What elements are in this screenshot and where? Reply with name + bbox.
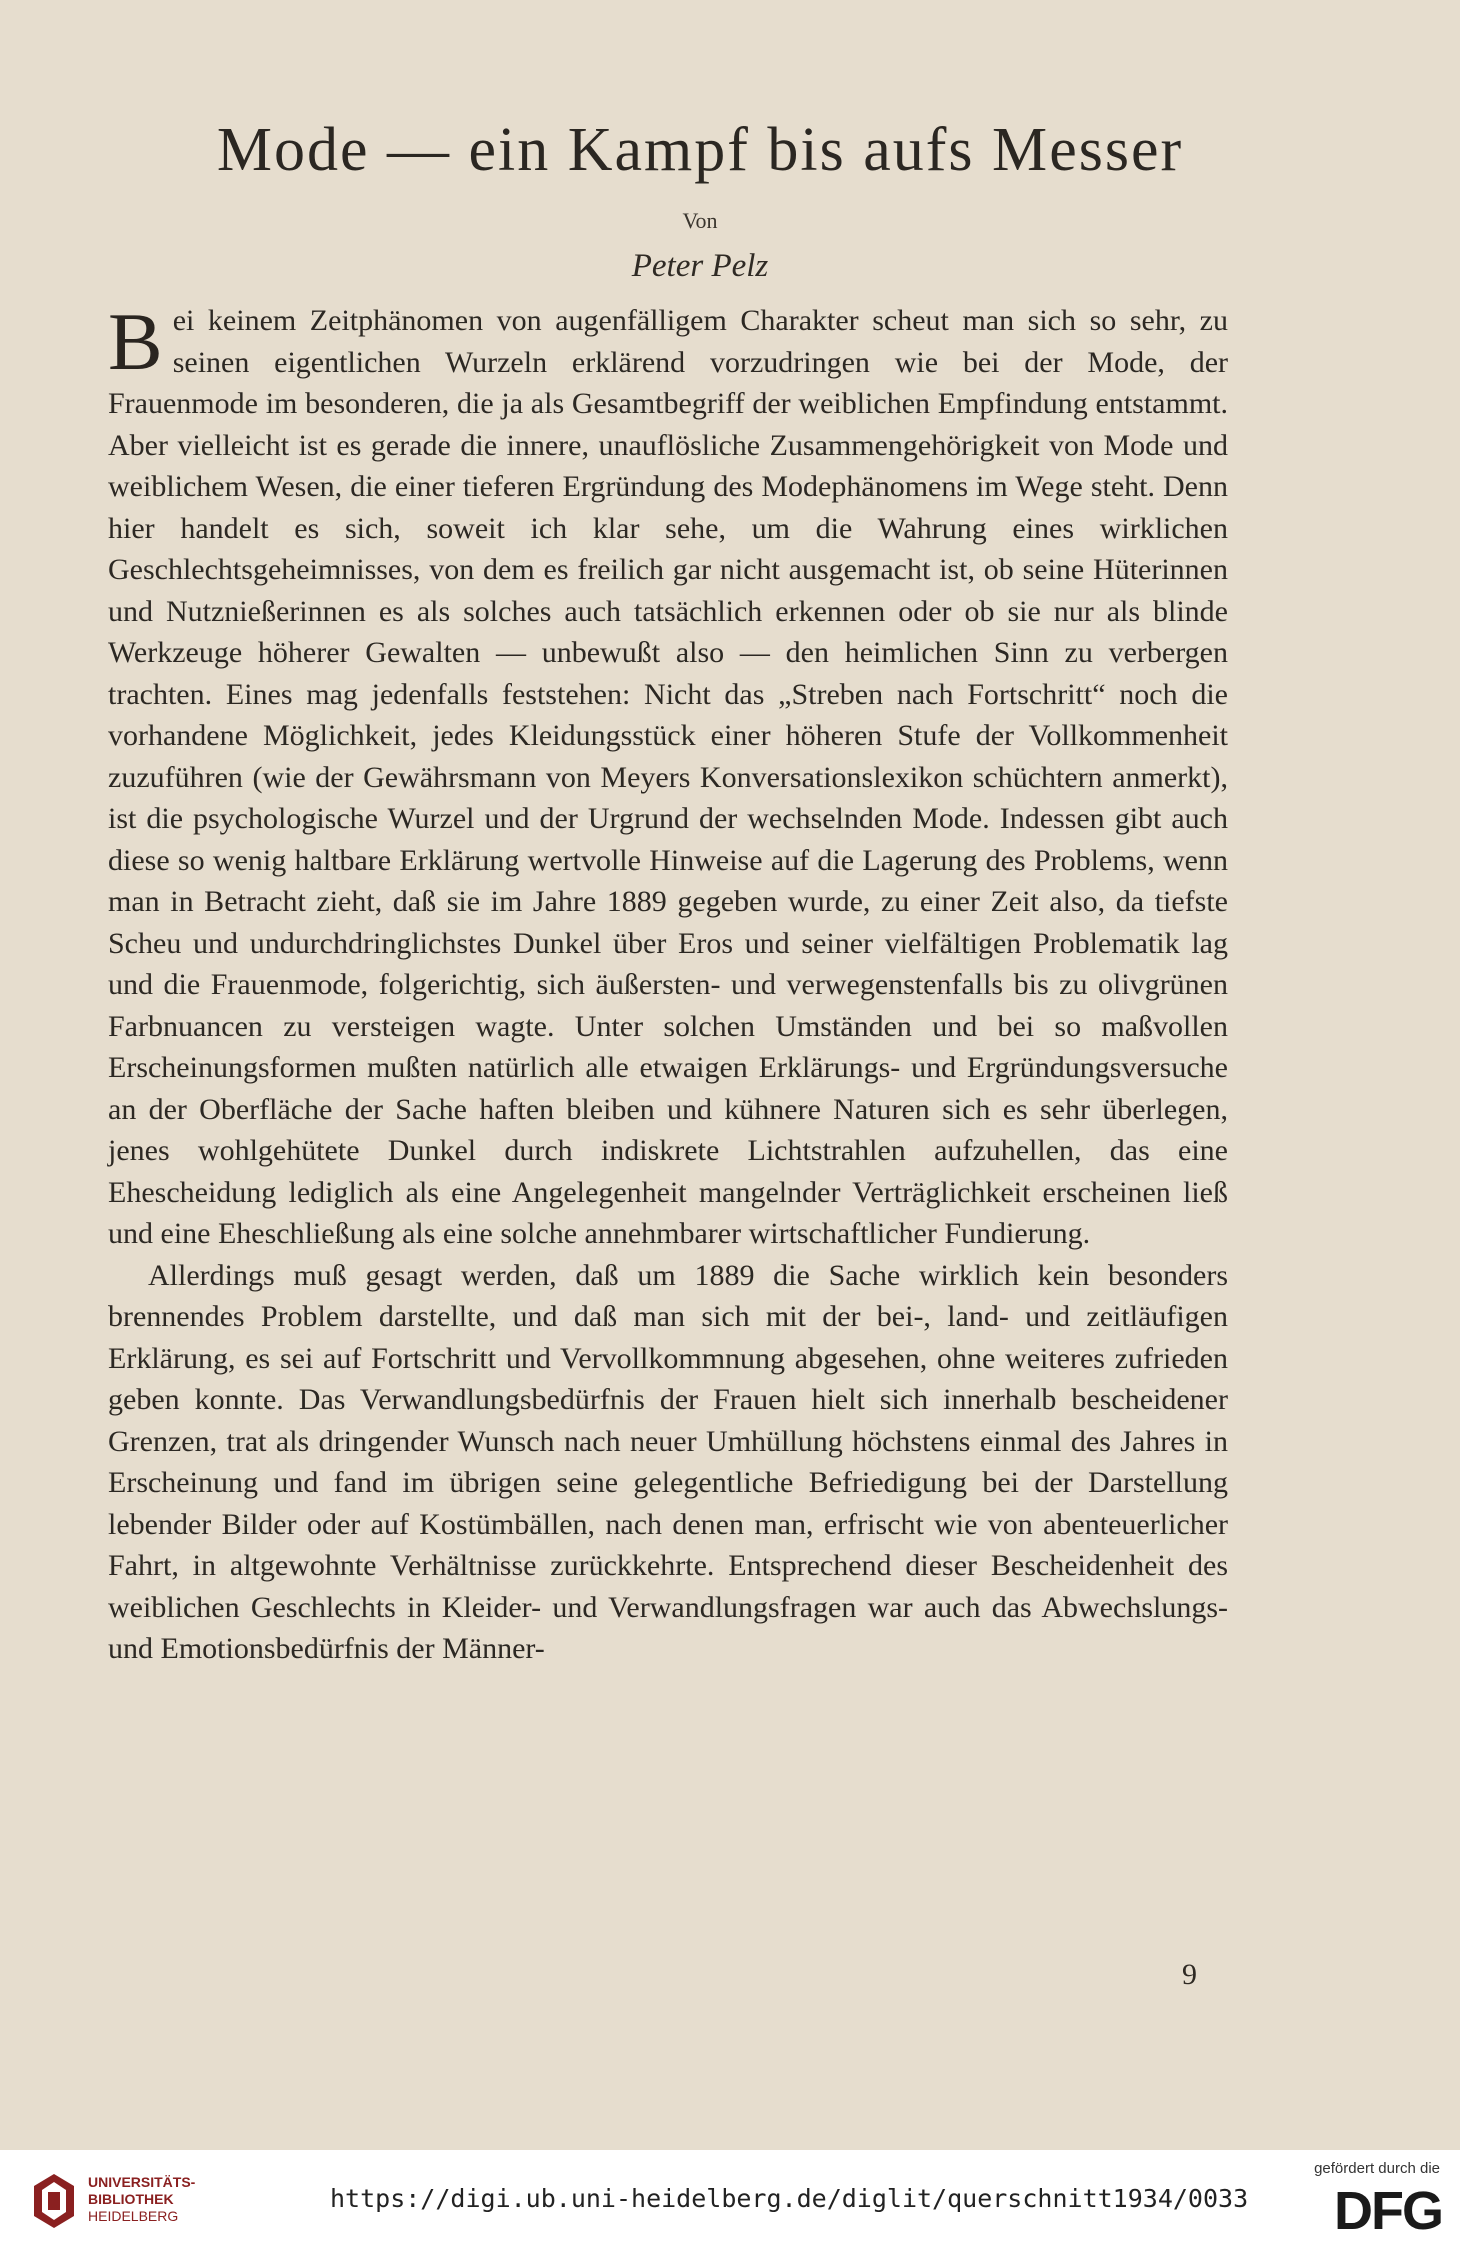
article-body [108, 296, 1228, 1670]
funding-caption: gefördert durch die [1314, 2160, 1440, 2177]
library-name[interactable] [88, 2174, 195, 2225]
viewer-footer [0, 2150, 1460, 2252]
author-name: Peter Pelz [631, 248, 769, 284]
library-name-line1: UNIVERSITÄTS- [88, 2174, 196, 2190]
university-library-logo [30, 2172, 78, 2230]
permalink-url[interactable]: https://digi.ub.uni-heidelberg.de/diglit/querschnitt1934/0033 [330, 2184, 1249, 2213]
byline-prefix: Von [682, 208, 718, 233]
library-name-line2: BIBLIOTHEK [88, 2191, 174, 2207]
drop-cap: B [108, 296, 163, 387]
paragraph-2: Allerdings muß gesagt werden, daß um 1889 die Sache wirklich kein besonders brennendes Problem darstellte, und daß man sich mit der bei-, land- und zeitläufigen Erklärung, es sei auf Fortschritt und Vervollkommnung abgesehen, ohne weiteres zufrieden geben konnte. Das Verwandlungsbedürfnis der Frauen hielt sich innerhalb bescheidener Grenzen, trat als dringender Wunsch nach neuer Umhüllung höchstens einmal des Jahres in Erscheinung und fand im übrigen seine gelegentliche Befriedigung bei der Darstellung lebender Bilder oder auf Kostümbällen, nach denen man, erfrischt wie von abenteuerlicher Fahrt, in altgewohnte Verhältnisse zurückkehrte. Entsprechend dieser Bescheidenheit des weiblichen Geschlechts in Kleider- und Verwandlungsfragen war auch das Abwechslungs- und Emotionsbedürfnis der Männer- [108, 1258, 1228, 1665]
library-name-line3: HEIDELBERG [88, 2208, 179, 2224]
page-number: 9 [1182, 1958, 1197, 1991]
dfg-logo[interactable]: DFG [1334, 2181, 1442, 2241]
article-title: Mode — ein Kampf bis aufs Messer [216, 116, 1184, 184]
paragraph-1 [108, 296, 1228, 1255]
paragraph-1-text: ei keinem Zeitphänomen von augenfälligem Charakter scheut man sich so sehr, zu seinen eigentlichen Wurzeln erklärend vorzudringen wie bei der Mode, der Frauenmode im besonderen, die ja als Gesamtbegriff der weiblichen Empfindung entstammt. Aber vielleicht ist es gerade die innere, unauflösliche Zusammengehörigkeit von Mode und weiblichem Wesen, die einer tieferen Ergründung des Modephänomens im Wege steht. Denn hier handelt es sich, soweit ich klar sehe, um die Wahrung eines wirklichen Geschlechtsgeheimnisses, von dem es freilich gar nicht ausgemacht ist, ob seine Hüterinnen und Nutznießerinnen es als solches auch tatsächlich erkennen oder ob sie nur als blinde Werkzeuge höherer Gewalten — unbewußt also — den heimlichen Sinn zu verbergen trachten. Eines mag jedenfalls feststehen: Nicht das „Streben nach Fortschritt“ noch die vorhandene Möglichkeit, jedes Kleidungsstück einer höheren Stufe der Vollkommenheit zuzuführen (wie der Gewährsmann von Meyers Konversationslexikon schüchtern anmerkt), ist die psychologische Wurzel und der Urgrund der wechselnden Mode. Indessen gibt auch diese so wenig haltbare Erklärung wertvolle Hinweise auf die Lagerung des Problems, wenn man in Betracht zieht, daß sie im Jahre 1889 gegeben wurde, zu einer Zeit also, da tiefste Scheu und undurchdringlichstes Dunkel über Eros und seiner vielfältigen Problematik lag und die Frauenmode, folgerichtig, sich äußersten- und verwegenstenfalls bis zu olivgrünen Farbnuancen zu versteigen wagte. Unter solchen Umständen und bei so maßvollen Erscheinungsformen mußten natürlich alle etwaigen Erklärungs- und Ergründungsversuche an der Oberfläche der Sache haften bleiben und kühnere Naturen sich es sehr überlegen, jenes wohlgehütete Dunkel durch indiskrete Lichtstrahlen aufzuhellen, das eine Ehescheidung lediglich als eine Angelegenheit mangelnder Verträglichkeit erscheinen ließ und eine Eheschließung als eine solche annehmbarer wirtschaftlicher Fundierung. [108, 304, 1228, 1250]
